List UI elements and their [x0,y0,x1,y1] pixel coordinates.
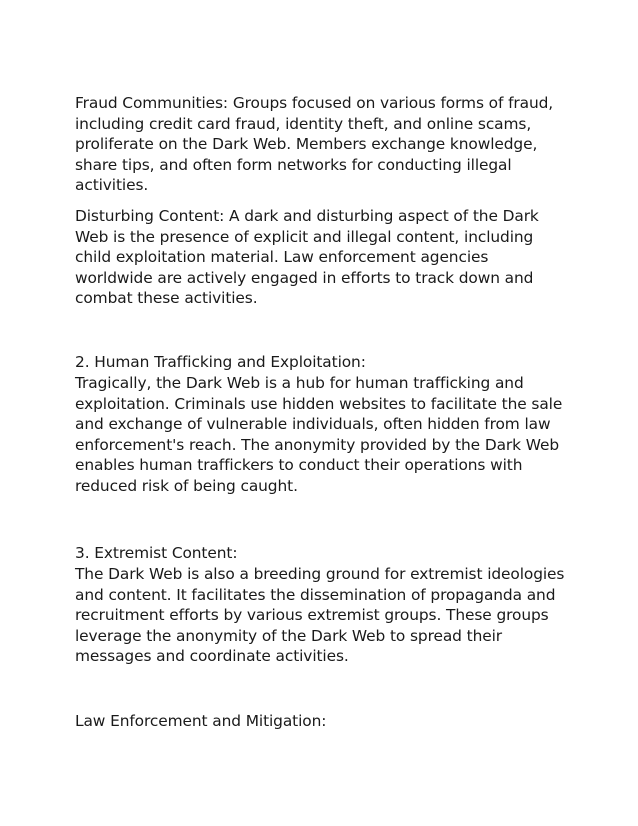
law-enforcement-heading: Law Enforcement and Mitigation: [75,712,327,730]
disturbing-content-paragraph: Disturbing Content: A dark and disturbing aspect of the Dark Web is the presence of explicit and illegal content, including child exploitation material. Law enforcement agencies worldwide are actively engaged in efforts to track down and combat these activities. [75,207,539,307]
fraud-communities-paragraph: Fraud Communities: Groups focused on various forms of fraud, including credit card fraud, identity theft, and online scams, proliferate on the Dark Web. Members exchange knowledge, share tips, and often form networks for conducting illegal activities. [75,94,554,194]
extremist-content-heading: 3. Extremist Content: [75,544,238,562]
human-trafficking-heading: 2. Human Trafficking and Exploitation: [75,353,366,371]
extremist-content-paragraph: The Dark Web is also a breeding ground for extremist ideologies and content. It facilitates the dissemination of propaganda and recruitment efforts by various extremist groups. These groups leverage the anonymity of the Dark Web to spread their messages and coordinate activities. [75,565,565,665]
human-trafficking-paragraph: Tragically, the Dark Web is a hub for human trafficking and exploitation. Criminals use hidden websites to facilitate the sale and exchange of vulnerable individuals, often hidden from law enforcement's reach. The anonymity provided by the Dark Web enables human traffickers to conduct their operations with reduced risk of being caught. [75,374,563,495]
